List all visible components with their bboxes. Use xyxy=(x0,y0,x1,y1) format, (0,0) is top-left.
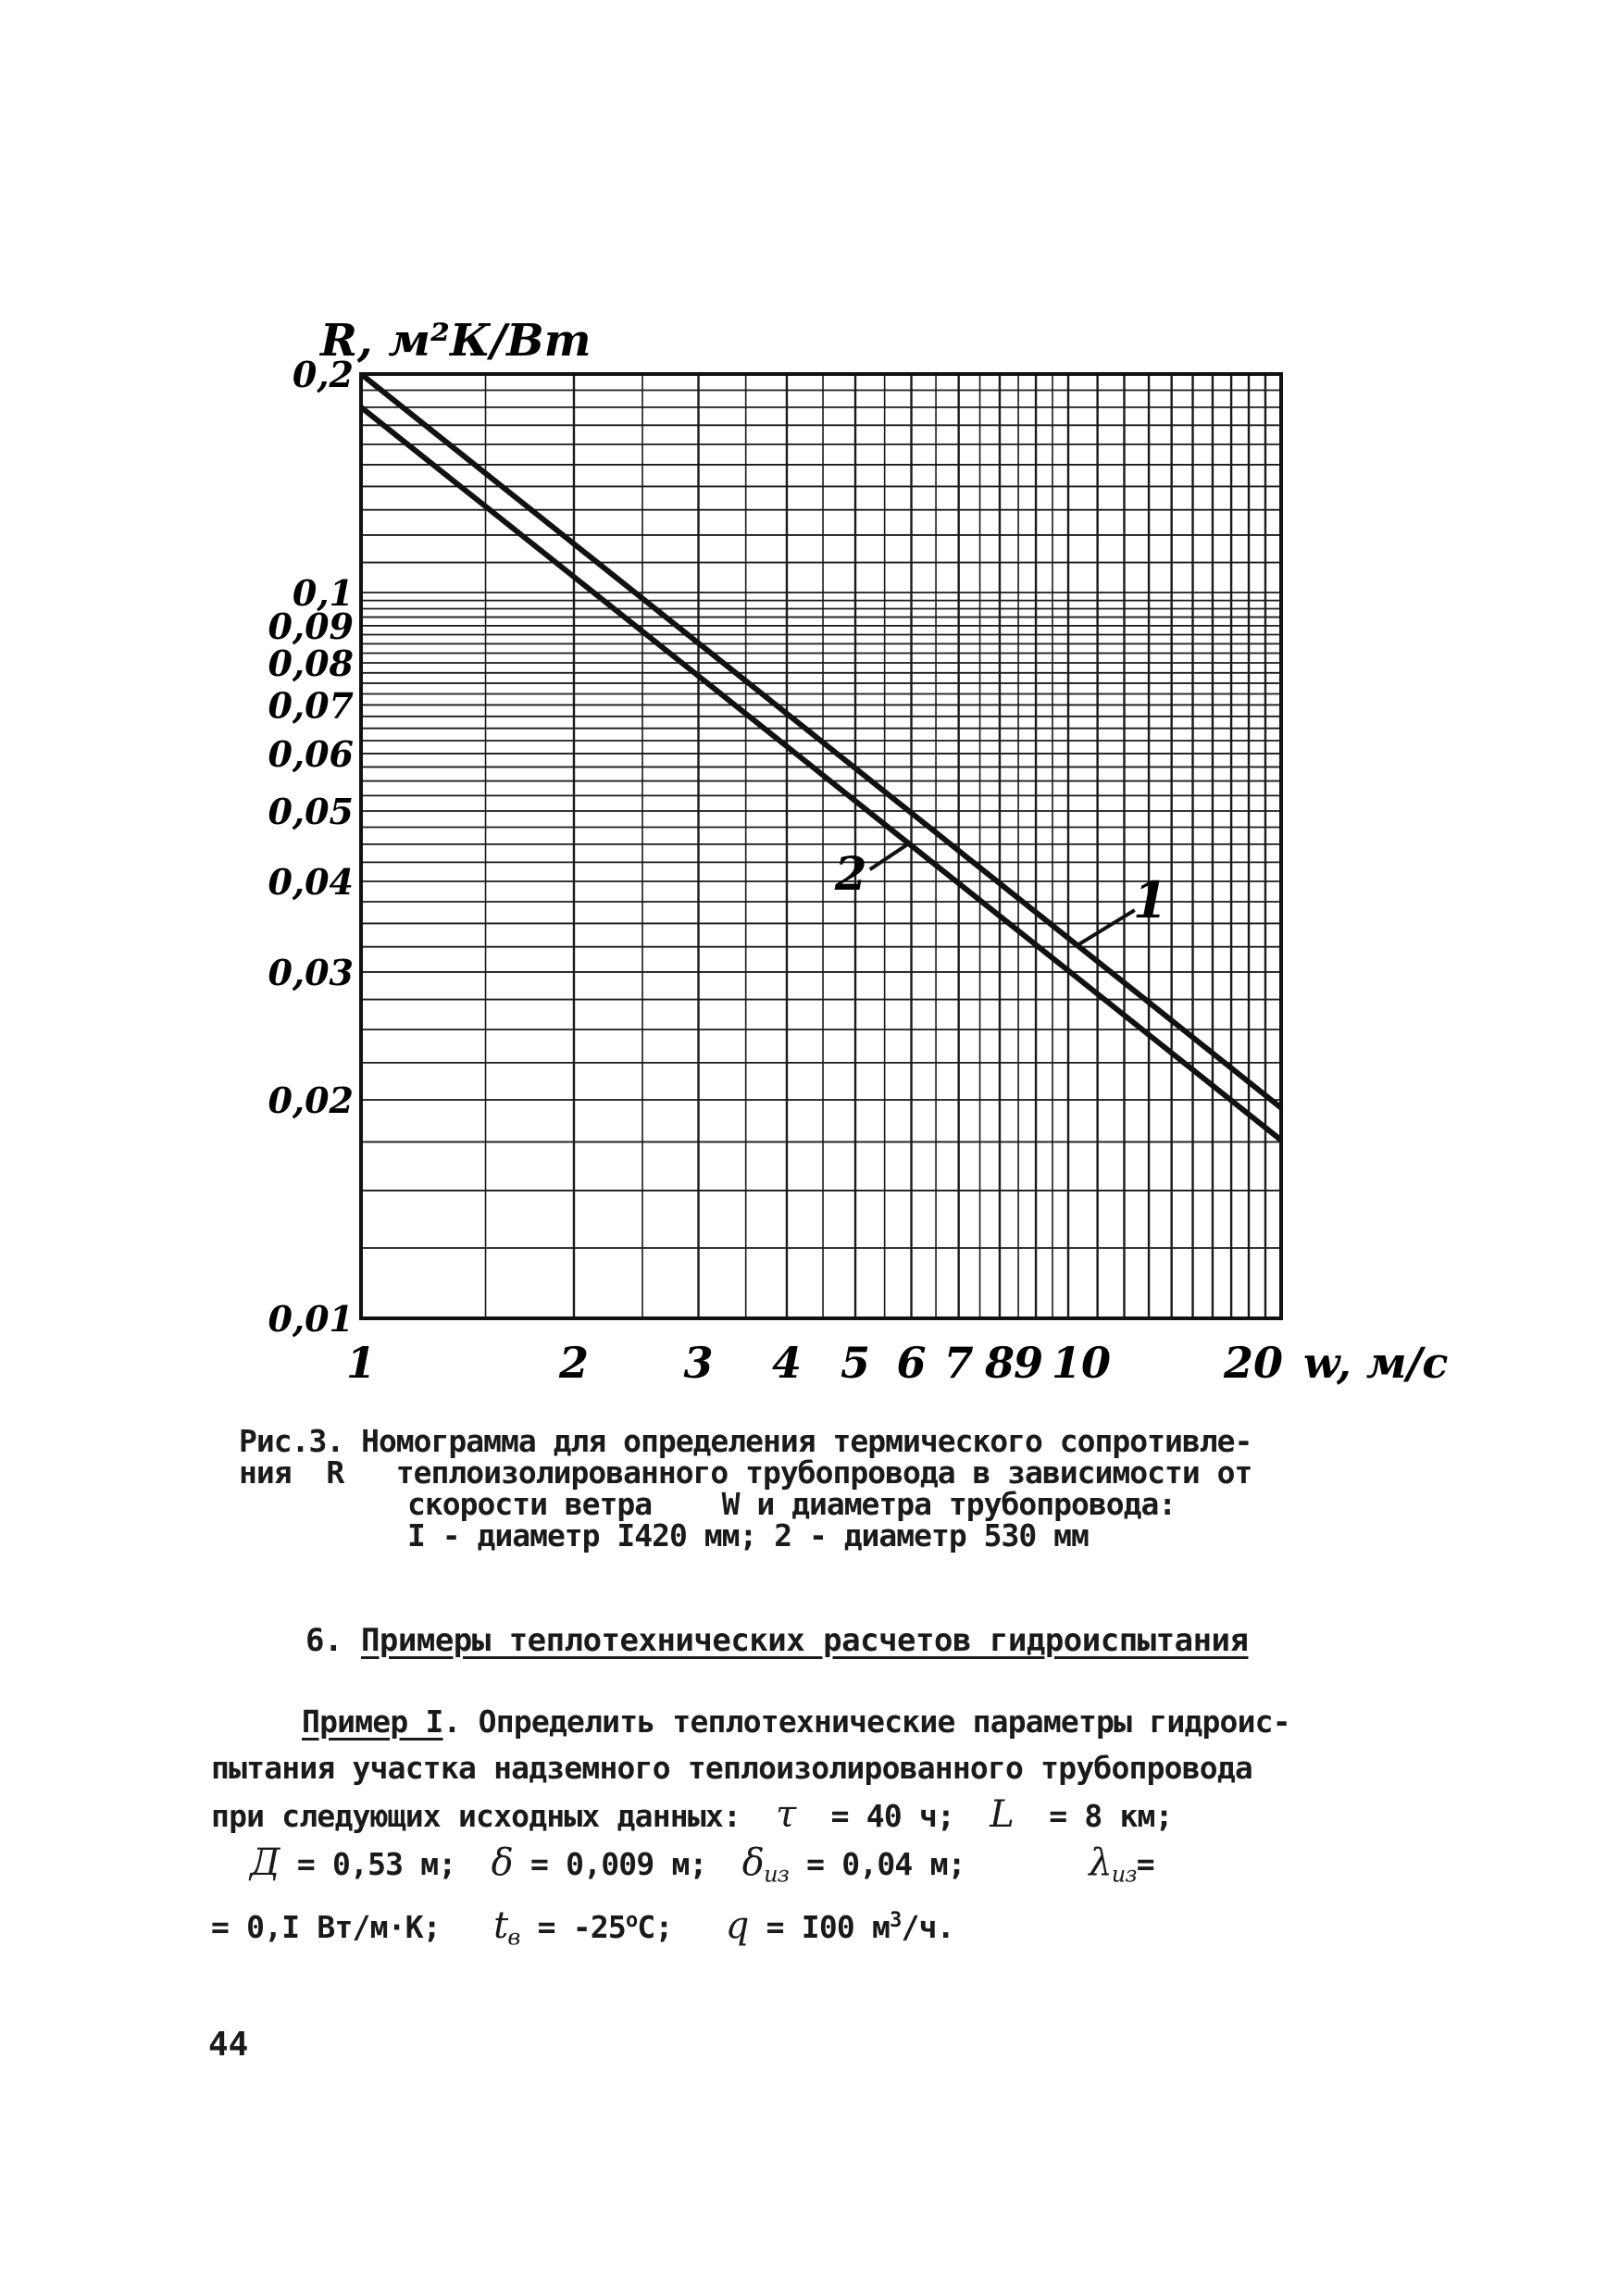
series-2-leader xyxy=(870,843,909,869)
x-axis-label: w, м/с xyxy=(1303,1338,1449,1388)
x-tick-label: 3 xyxy=(683,1338,714,1388)
y-tick-label: 0,03 xyxy=(268,951,354,993)
lambda-value: = 0,I Вт/м·К; xyxy=(211,1908,441,1945)
section-title: Примеры теплотехнических расчетов гидроиспытания xyxy=(360,1622,1249,1659)
length-value: = 8 км; xyxy=(1049,1798,1173,1834)
y-tick-label: 0,02 xyxy=(268,1079,354,1121)
y-tick-label: 0,09 xyxy=(268,605,354,647)
temp-value: = -25 xyxy=(537,1908,626,1945)
x-tick-label: 1 xyxy=(345,1338,377,1388)
example-paragraph xyxy=(211,1699,1414,1960)
caption-line-2: ния R теплоизолированного трубопровода в зависимости от xyxy=(239,1454,1252,1491)
flow-unit: /ч. xyxy=(901,1908,954,1945)
y-tick-label: 0,05 xyxy=(268,791,354,833)
section-number: 6. xyxy=(305,1622,342,1659)
section-heading xyxy=(305,1622,1342,1659)
x-tick-label: 7 xyxy=(943,1338,974,1388)
x-tick-label: 6 xyxy=(896,1338,927,1388)
y-tick-label: 0,07 xyxy=(268,684,354,727)
wall-value: = 0,009 м; xyxy=(529,1846,707,1882)
x-tick-label: 4 xyxy=(771,1338,802,1388)
figure-caption xyxy=(239,1423,1350,1554)
x-tick-label: 10 xyxy=(1052,1338,1112,1388)
page-number: 44 xyxy=(208,2026,249,2064)
temp-degree: о xyxy=(625,1908,638,1932)
caption-line-1: Рис.3. Номограмма для определения термического сопротивле- xyxy=(239,1423,1252,1459)
temp-sub: в xyxy=(507,1924,520,1951)
series-2-label: 2 xyxy=(834,846,867,902)
temp-unit: С; xyxy=(637,1908,673,1945)
x-tick-label: 9 xyxy=(1014,1338,1044,1388)
wall-symbol: δ xyxy=(491,1841,513,1884)
example-line-2: пытания участка надземного теплоизолированного трубопровода xyxy=(211,1750,1252,1786)
y-tick-label: 0,2 xyxy=(292,354,354,395)
insulation-sub: из xyxy=(764,1861,790,1888)
y-tick-label: 0,08 xyxy=(268,642,354,684)
flow-value: = I00 м xyxy=(766,1908,890,1945)
diameter-symbol: Д xyxy=(250,1841,280,1884)
y-tick-label: 0,1 xyxy=(292,572,354,615)
series-1-leader xyxy=(1077,910,1135,945)
caption-line-4: I - диаметр I420 мм; 2 - диаметр 530 мм xyxy=(407,1517,1089,1554)
x-tick-label: 8 xyxy=(984,1338,1015,1388)
lambda-sub: из xyxy=(1111,1861,1137,1888)
example-label: Пример I xyxy=(302,1703,443,1740)
x-tick-label: 20 xyxy=(1223,1338,1284,1388)
x-tick-label: 5 xyxy=(841,1338,871,1388)
series-1-label: 1 xyxy=(1132,870,1168,930)
insulation-value: = 0,04 м; xyxy=(806,1846,965,1882)
length-symbol: L xyxy=(990,1793,1015,1836)
chart-series xyxy=(361,374,1281,1141)
tau-value: = 40 ч; xyxy=(830,1798,955,1834)
x-tick-label: 2 xyxy=(558,1338,589,1388)
y-axis-label: R, м²К/Вт xyxy=(320,315,592,367)
tau-symbol: τ xyxy=(776,1793,796,1836)
insulation-symbol: δ xyxy=(741,1841,765,1884)
y-tick-label: 0,04 xyxy=(268,860,354,903)
caption-line-3: скорости ветра W и диаметра трубопровода: xyxy=(407,1486,1177,1522)
example-line-1: . Определить теплотехнические параметры гидроис- xyxy=(442,1703,1290,1740)
y-tick-label: 0,01 xyxy=(268,1298,354,1340)
example-line-3: при следующих исходных данных: xyxy=(211,1798,741,1834)
temp-symbol: t xyxy=(493,1903,508,1947)
y-tick-label: 0,06 xyxy=(268,732,354,775)
lambda-eq: = xyxy=(1136,1846,1154,1882)
lambda-symbol: λ xyxy=(1089,1841,1112,1884)
flow-unit-sup: 3 xyxy=(890,1908,902,1932)
flow-symbol: q xyxy=(725,1903,749,1947)
diameter-value: = 0,53 м; xyxy=(296,1846,456,1882)
